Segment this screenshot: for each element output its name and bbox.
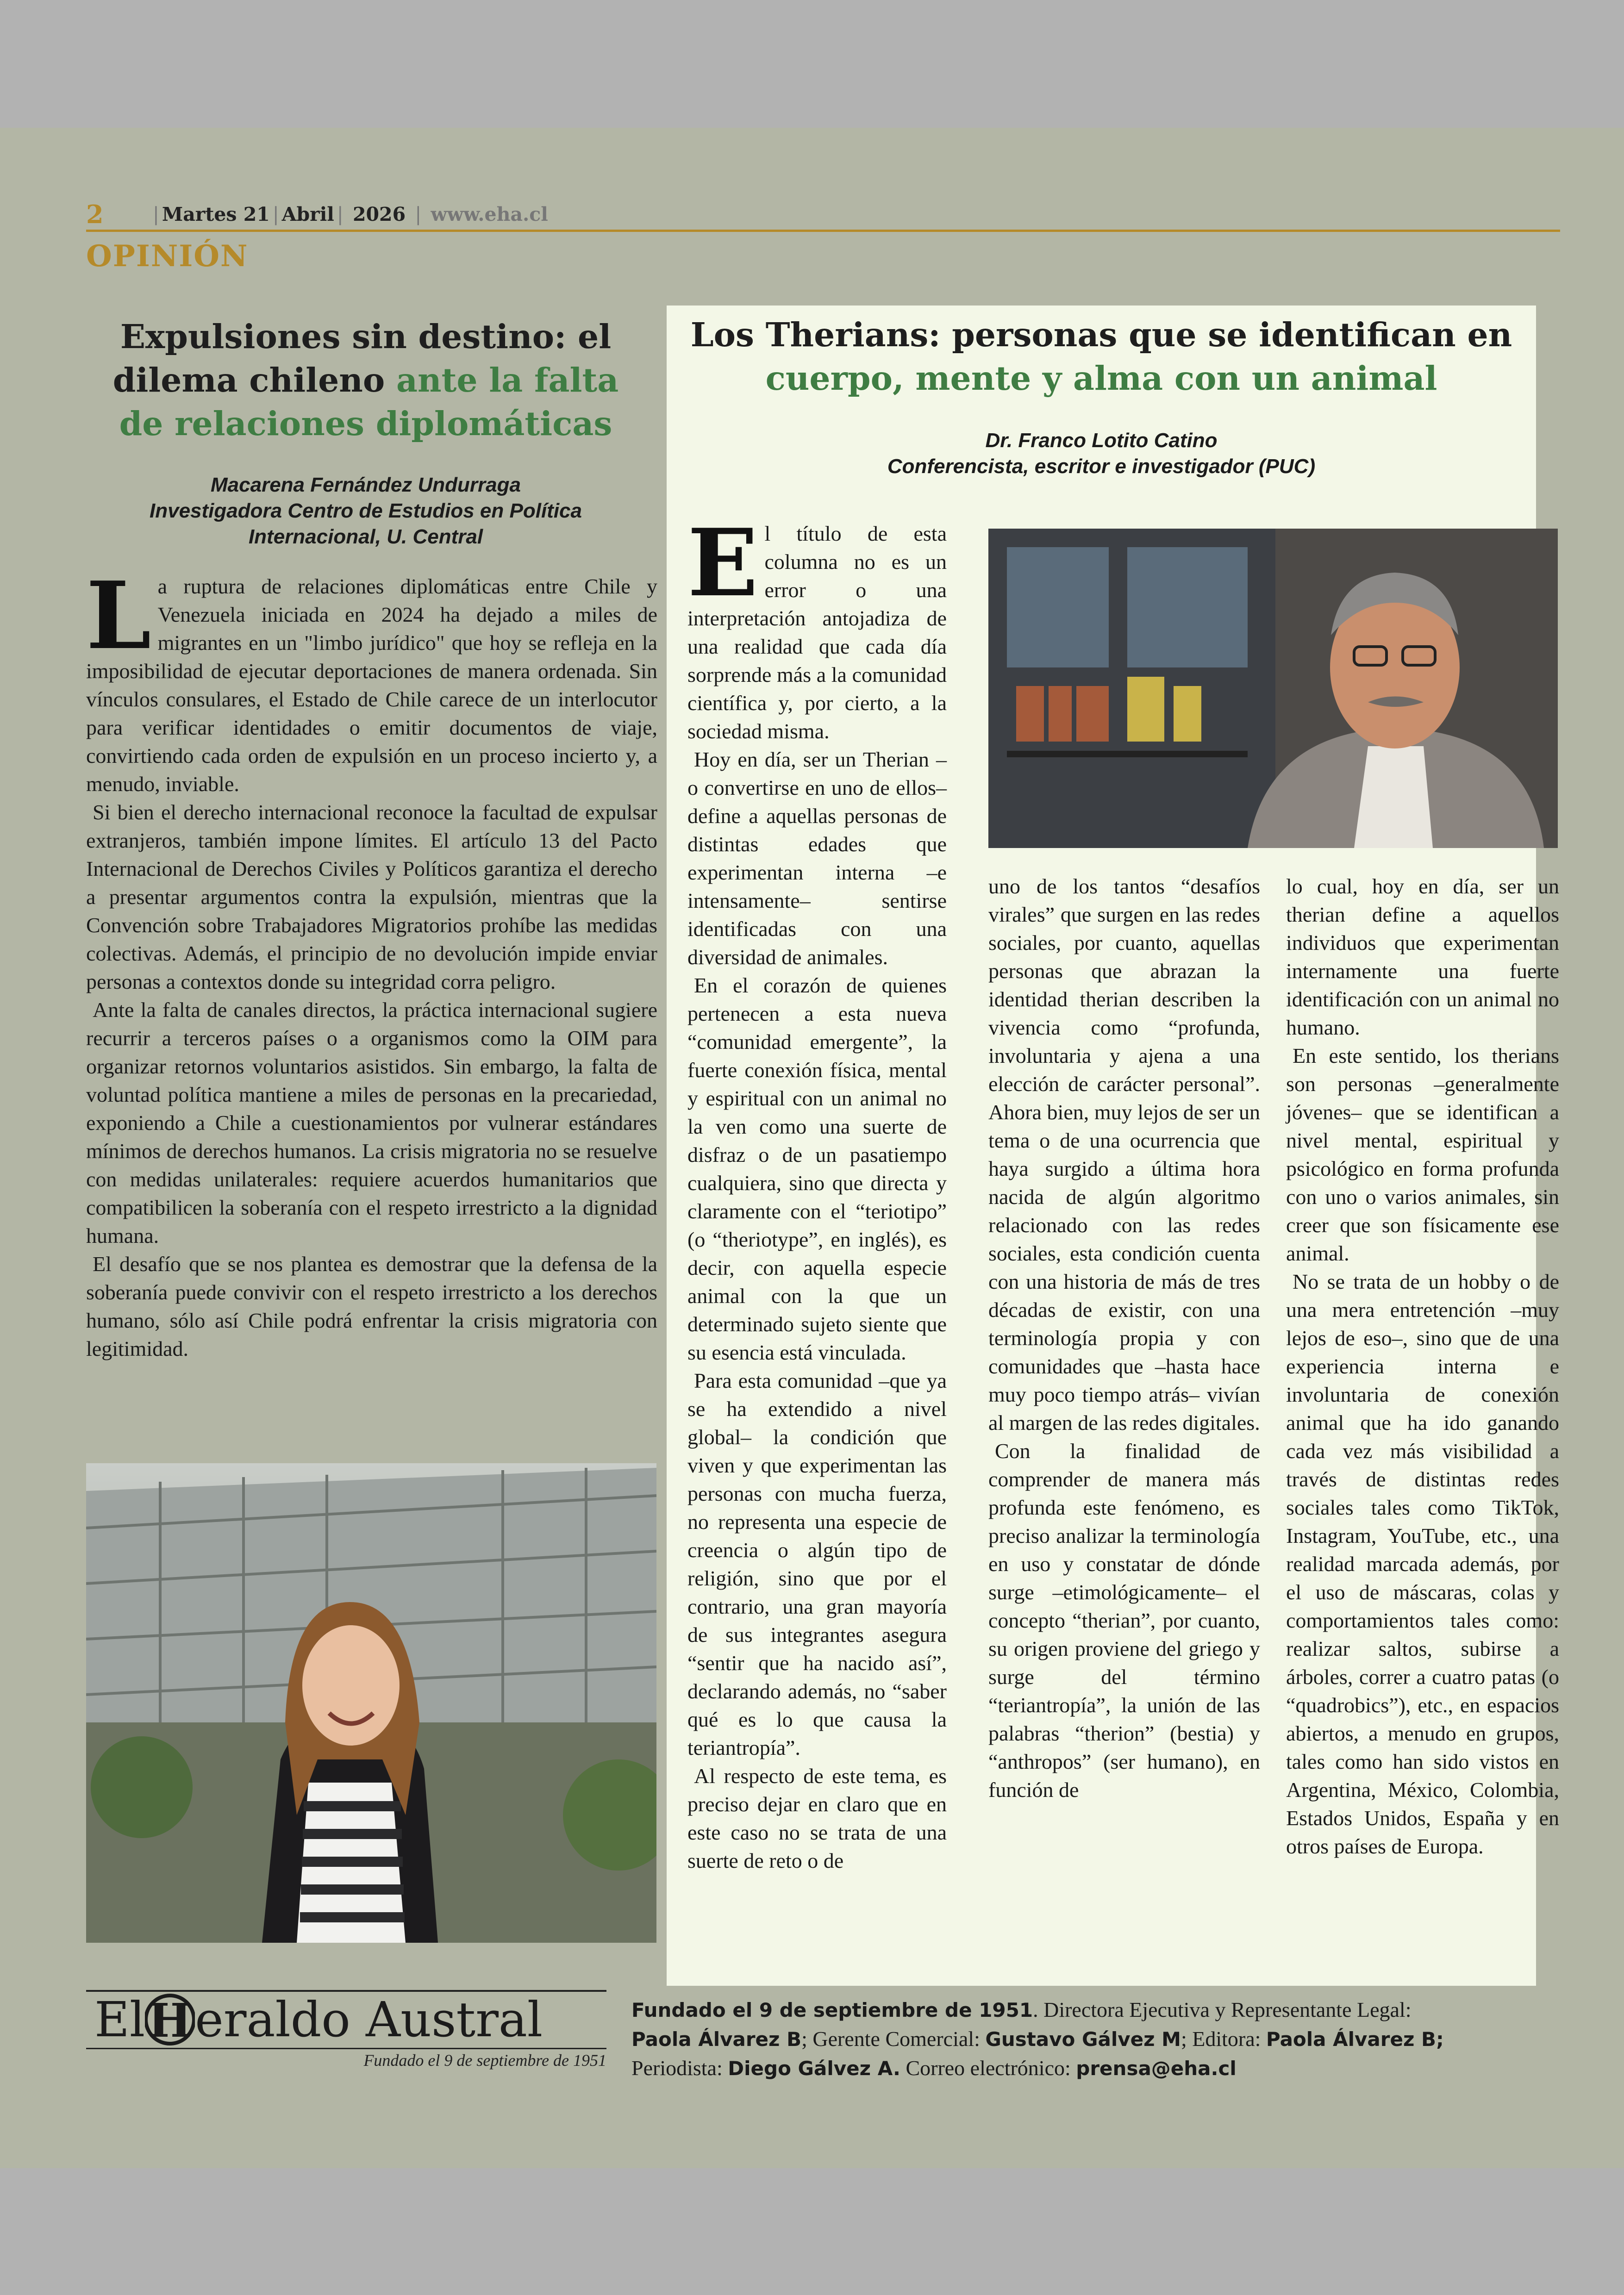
right-byline (667, 428, 1536, 480)
manager-name: Gustavo Gálvez M (985, 2028, 1181, 2051)
left-title-green: ante la falta de relaciones diplomáticas (119, 361, 619, 443)
author-photo-left (86, 1463, 656, 1943)
newspaper-page (0, 128, 1624, 2168)
manager-label: ; Gerente Comercial: (801, 2027, 980, 2051)
logo-h-letter: H (148, 1993, 192, 2047)
section-title: OPINIÓN (86, 239, 249, 274)
date: Martes 21 (162, 203, 270, 225)
right-paragraph: uno de los tantos “desafíos virales” que surgen en las redes sociales, por cuanto, aquellas personas que abrazan la identidad therian describen la vivencia como “profunda, involuntaria y ajena a una elección de carácter personal”. Ahora bien, muy lejos de ser un tema o de una ocurrencia que haya surgido a última hora nacida de algún algoritmo relacionado con las redes sociales, esta condición cuenta con una historia de más de tres décadas de existir, con una terminología propia y con comunidades que –hasta hace muy poco tiempo atrás– vivían al margen de las redes digitales. (988, 874, 1260, 1434)
right-article-title (667, 313, 1536, 400)
logo-rest: eraldo Austral (195, 1991, 543, 2048)
right-affiliation: Conferencista, escritor e investigador (PUC) (887, 455, 1316, 478)
right-paragraph: Al respecto de este tema, es preciso dejar en claro que en este caso no se trata de una suerte de reto o de (687, 1764, 947, 1872)
right-title-dark: Los Therians: personas que se identifican en (690, 315, 1512, 354)
right-paragraph: Hoy en día, ser un Therian –o convertirse en uno de ellos– define a aquellas personas de distintas edades que experimentan interna –e intensamente– sentirse identificadas con una diversidad de animales. (687, 748, 947, 969)
right-paragraph: Para esta comunidad –que ya se ha extendido a nivel global– la condición que viven y que experimentan las personas con mucha fuerza, no representa una especie de creencia o algún tipo de religión, sino que por el contrario, una gran mayoría de sus integrantes asegura “sentir que ha nacido así”, declarando además, no “saber qué es lo que causa la teriantropía”. (687, 1369, 947, 1759)
email-label: Correo electrónico: (906, 2056, 1071, 2080)
right-paragraph: lo cual, hoy en día, ser un therian define a aquellos individuos que experimentan internamente una fuerte identificación con un animal no humano. (1286, 874, 1559, 1039)
journalist-name: Diego Gálvez A. (728, 2057, 900, 2080)
logo-el: El (94, 1991, 145, 2048)
right-title-green: cuerpo, mente y alma con un animal (765, 359, 1437, 398)
right-paragraph: En el corazón de quienes pertenecen a esta nueva “comunidad emergente”, la fuerte conexión física, mental y espiritual con un animal no la ven como una suerte de disfraz o de un pasatiempo cualquiera, sino que directa y claramente con el “teriotipo” (o “theriotype”, en inglés), es decir, con aquella especie animal con la que un determinado sujeto siente que su esencia está vinculada. (687, 973, 947, 1364)
newspaper-logo (94, 1992, 608, 2047)
logo-h-mark (145, 1992, 195, 2047)
right-column-2 (988, 872, 1260, 1804)
director-label: . Directora Ejecutiva y Representante Legal: (1033, 1998, 1412, 2021)
header-rule (86, 230, 1560, 232)
journalist-label: Periodista: (631, 2056, 723, 2080)
masthead-credits (631, 1996, 1576, 2083)
right-paragraph: No se trata de un hobby o de una mera entretención –muy lejos de eso–, sino que de una experiencia interna e involuntaria de conexión animal que ha ido ganando cada vez más visibilidad a través de distintas redes sociales tales como TikTok, Instagram, YouTube, etc., una realidad marcada además, por el uso de máscaras, colas y comportamientos tales como: realizar saltos, subirse a árboles, correr a cuatro patas (o “quadrobics”), etc., en espacios abiertos, a menudo en grupos, tales como han sido vistos en Argentina, México, Colombia, Estados Unidos, España y en otros países de Europa. (1286, 1270, 1559, 1858)
page-number: 2 (86, 200, 104, 229)
website-link[interactable]: www.eha.cl (431, 203, 548, 225)
director-name: Paola Álvarez B (631, 2028, 802, 2051)
page-header (86, 200, 1560, 227)
left-paragraph: Ante la falta de canales directos, la práctica internacional sugiere recurrir a terceros países o a organismos como la OIM para organizar retornos voluntarios asistidos. Sin embargo, la falta de voluntad política mantiene a miles de personas en la precariedad, exponiendo a Chile a cuestionamientos por vulnerar estándares mínimos de derechos humanos. La crisis migratoria no se resuelve con medidas unilaterales: requiere acuerdos humanitarios que compatibilicen la soberanía con el respeto irrestricto a la dignidad humana. (86, 998, 657, 1247)
right-column-3 (1286, 872, 1559, 1860)
editor-name: Paola Álvarez B; (1266, 2028, 1444, 2051)
left-paragraph: Si bien el derecho internacional reconoce la facultad de expulsar extranjeros, también impone límites. El artículo 13 del Pacto Internacional de Derechos Civiles y Políticos garantiza el derecho a presentar argumentos contra la expulsión, mientras que la Convención sobre Trabajadores Migratorios prohíbe las medidas colectivas. Además, el principio de no devolución impide enviar personas a contextos donde su integridad corra peligro. (86, 800, 657, 993)
right-paragraph: En este sentido, los therians son personas –generalmente jóvenes– que se identifican a nivel mental, espiritual y psicológico en forma profunda con uno o varios animales, sin creer que son físicamente ese animal. (1286, 1044, 1559, 1265)
right-drop-cap: E (687, 509, 758, 617)
left-article-body (86, 561, 657, 1363)
left-byline (97, 472, 634, 550)
right-author: Dr. Franco Lotito Catino (985, 429, 1218, 452)
left-affiliation: Investigadora Centro de Estudios en Política Internacional, U. Central (150, 499, 582, 548)
left-drop-cap: L (86, 561, 151, 670)
right-paragraph: Con la finalidad de comprender de manera más profunda este fenómeno, es preciso analizar la terminología en uso y constatar de dónde surge –etimológicamente– el concepto “therian”, por cuanto, su origen proviene del griego y surge del término “teriantropía”, la unión de las palabras “therion” (bestia) y “anthropos” (ser humano), en función de (988, 1439, 1260, 1802)
left-paragraph: El desafío que se nos plantea es demostrar que la defensa de la soberanía puede convivir con el respeto irrestricto a los derechos humano, sólo así Chile podrá enfrentar la crisis migratoria con legitimidad. (86, 1252, 657, 1360)
right-column-1 (687, 509, 947, 1875)
left-author: Macarena Fernández Undurraga (211, 474, 521, 496)
left-paragraph: a ruptura de relaciones diplomáticas entre Chile y Venezuela iniciada en 2024 ha dejado a miles de migrantes en un "limbo jurídico" que hoy se refleja en la imposibilidad de ejecutar deportaciones de manera ordenada. Sin vínculos consulares, el Estado de Chile carece de un interlocutor para verificar identidades o emitir documentos de viaje, convirtiendo cada orden de expulsión en un proceso incierto y, a menudo, inviable. (86, 574, 657, 796)
left-title-dark: Expulsiones sin destino: el dilema chileno (112, 317, 612, 399)
right-paragraph: l título de esta columna no es un error o una interpretación antojadiza de una realidad que cada día sorprende más a la comunidad científica y, por cierto, a la sociedad misma. (687, 522, 947, 743)
left-article-title (97, 315, 634, 445)
editor-label: ; Editora: (1181, 2027, 1261, 2051)
email-link[interactable]: prensa@eha.cl (1076, 2057, 1237, 2080)
month: Abril (281, 203, 334, 225)
year: 2026 (353, 203, 406, 225)
dateline: | Martes 21 | Abril | 2026 | www.eha.cl (153, 203, 548, 225)
author-photo-right (988, 529, 1558, 848)
founded: Fundado el 9 de septiembre de 1951 (631, 1999, 1033, 2021)
footer-rule-bottom (86, 2048, 606, 2049)
logo-tagline: Fundado el 9 de septiembre de 1951 (363, 2051, 606, 2070)
